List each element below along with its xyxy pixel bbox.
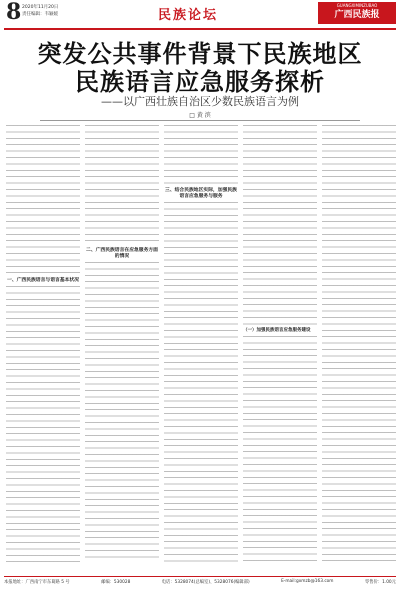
subsection-heading: （一）加强民族语言应急服务建设 [243, 328, 311, 333]
brand-name: 广西民族报 [334, 10, 380, 20]
body-text [322, 125, 396, 565]
body-text [164, 125, 238, 185]
section-title: 民族论坛 [158, 8, 219, 23]
brand-pinyin: GUANGXIMINZUBAO [336, 3, 378, 8]
body-text [85, 125, 159, 245]
column-1 [6, 124, 80, 570]
body-text [6, 286, 80, 566]
page-meta [22, 4, 58, 18]
section-heading-1: 一、广西民族语言与语言基本状况 [7, 278, 79, 283]
title-divider [40, 120, 360, 121]
column-2 [85, 124, 159, 570]
section-heading-3: 三、结合民族地区实际，加强民族语言应急服务与服务 [165, 188, 237, 199]
footer-price: 零售价：1.00元 [364, 580, 396, 585]
footer-zip: 邮编：530028 [101, 580, 131, 585]
subtitle: ——以广西壮族自治区少数民族语言为例 [101, 95, 299, 108]
header-divider [4, 28, 396, 30]
footer-address: 本报地址：广西南宁市东葛路 5 号 [4, 580, 70, 585]
footer-phone: 电话：5328074(总编室)、5328076(编辑部) [161, 580, 250, 585]
column-3 [164, 124, 238, 570]
body-text [164, 202, 238, 562]
masthead [0, 0, 400, 28]
column-4 [243, 124, 317, 570]
body-text [6, 125, 80, 275]
headline-line-1: 突发公共事件背景下民族地区 [37, 40, 363, 68]
page-number: 8 [6, 0, 22, 25]
section-heading-2: 二、广西民族语言在应急服务方面的情况 [86, 248, 158, 259]
editor-credit: 责任编辑：韦颖媛 [22, 12, 58, 17]
footer-email: E-mail:gxmzb@163.com [281, 579, 334, 584]
body-text [243, 125, 317, 325]
issue-date: 2020年11月20日 [22, 5, 59, 10]
brand-logo [318, 2, 396, 24]
headline-line-2: 民族语言应急服务探析 [75, 68, 325, 96]
column-5 [322, 124, 396, 570]
byline: □ 黄 滨 [189, 112, 211, 119]
body-text [85, 262, 159, 562]
body-text [243, 336, 317, 566]
footer [4, 576, 396, 585]
